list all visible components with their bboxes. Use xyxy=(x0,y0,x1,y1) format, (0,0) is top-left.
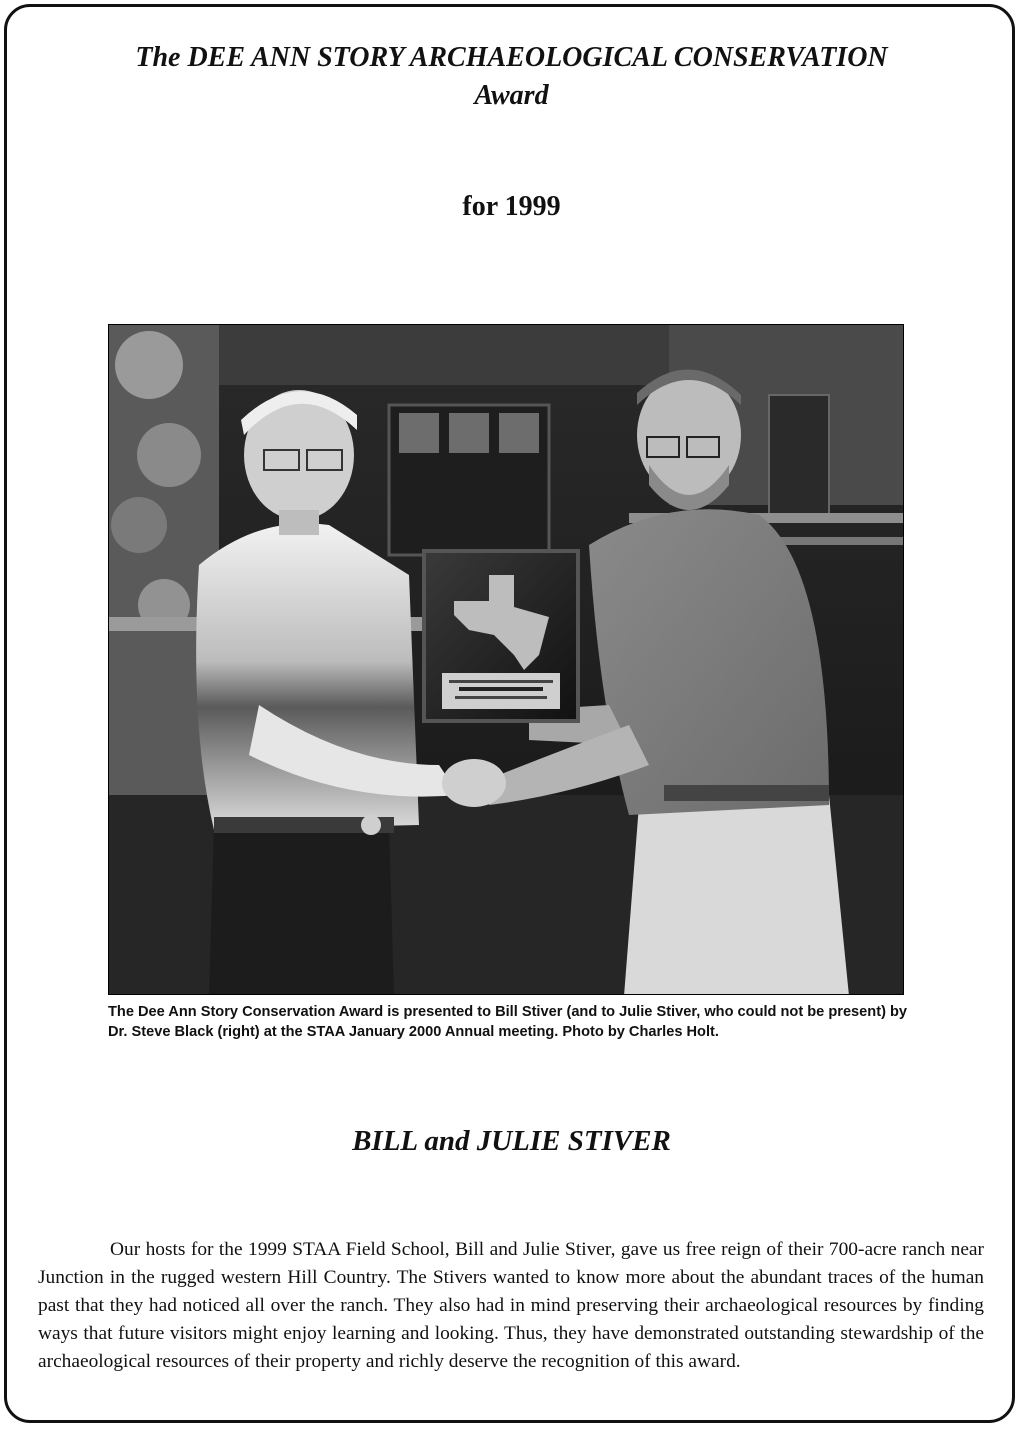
photo-caption: The Dee Ann Story Conservation Award is presented to Bill Stiver (and to Julie Stiver, who could not be present) by Dr. Steve Black (right) at the STAA January 2000 Annual meeting. Photo by Charles Holt. xyxy=(108,1004,908,1040)
award-photo xyxy=(108,324,904,995)
award-year: for 1999 xyxy=(462,191,561,222)
award-description: Our hosts for the 1999 STAA Field School, Bill and Julie Stiver, gave us free reign of their 700-acre ranch near Junction in the rugged western Hill Country. The Stivers wanted to know more about the abundant traces of the human past that they had noticed all over the ranch. They also had in mind preserving their archaeological resources by finding ways that future visitors might enjoy learning and looking. Thus, they have demonstrated outstanding stewardship of the archaeological resources of their property and richly deserve the recognition of this award. xyxy=(38,1239,984,1372)
award-plaque xyxy=(424,551,578,721)
award-title: The DEE ANN STORY ARCHAEOLOGICAL CONSERVATION xyxy=(135,42,888,73)
handshake xyxy=(442,759,506,807)
award-title-subline: Award xyxy=(474,80,549,111)
recipient-name: BILL and JULIE STIVER xyxy=(352,1125,671,1157)
